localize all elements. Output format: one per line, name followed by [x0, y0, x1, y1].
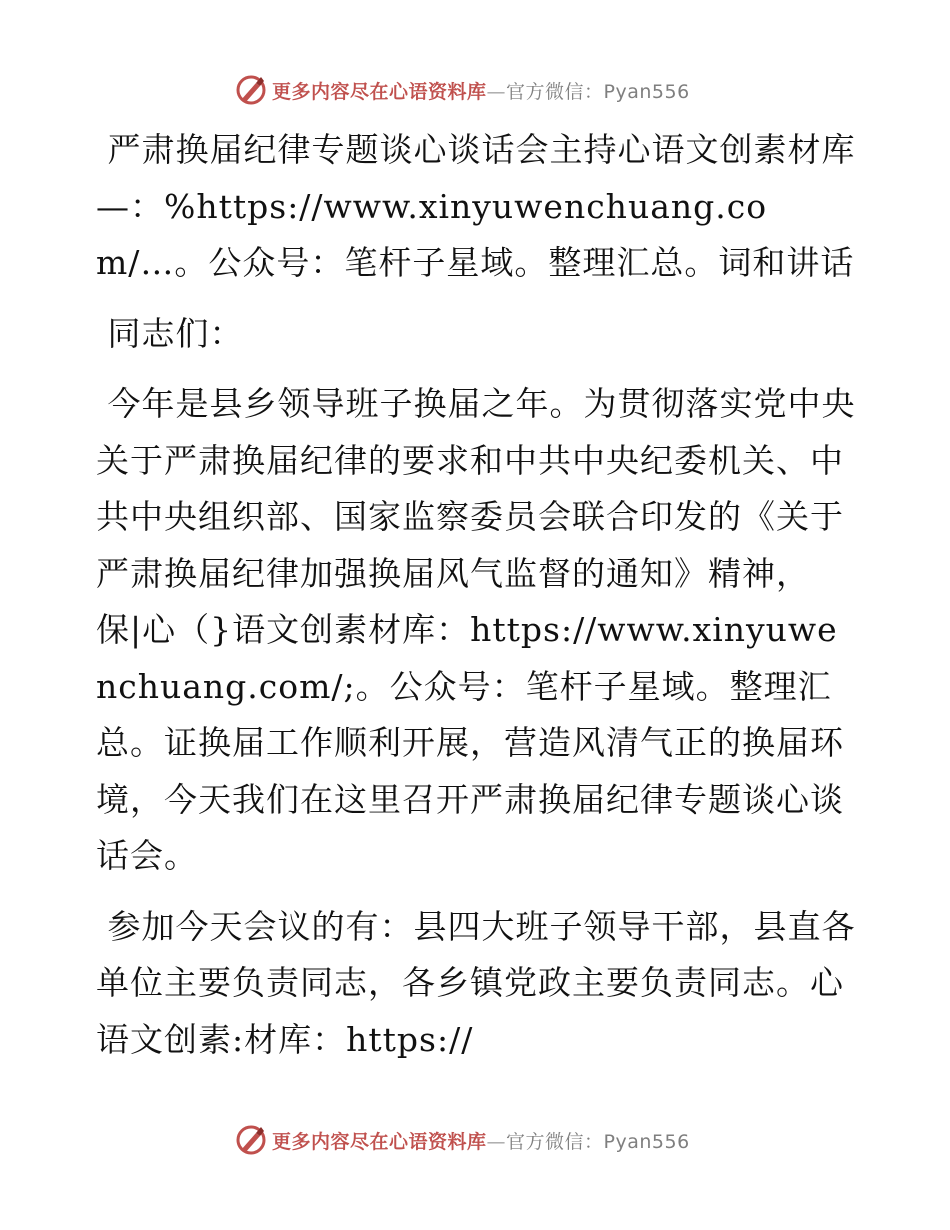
footer-watermark-banner — [234, 1120, 714, 1160]
header-banner-text — [272, 77, 690, 104]
title-paragraph: 严肃换届纪律专题谈心谈话会主持心语文创素材库—：%https://www.xinyuwenchuang.com/…。公众号：笔杆子星域。整理汇总。词和讲话 — [96, 130, 856, 282]
pen-circle-logo-icon — [234, 73, 268, 107]
header-banner-red-text: 更多内容尽在心语资料库 — [272, 80, 487, 103]
footer-banner-contact: 官方微信：Pyan556 — [506, 1130, 690, 1153]
footer-banner-separator: — — [486, 1130, 507, 1153]
footer-banner-red-text: 更多内容尽在心语资料库 — [272, 1130, 487, 1153]
header-banner-separator: — — [486, 80, 507, 103]
pen-circle-logo-icon — [234, 1123, 268, 1157]
footer-banner-text — [272, 1127, 690, 1154]
header-watermark-banner — [234, 70, 714, 110]
body-paragraph-attendees: 参加今天会议的有：县四大班子领导干部，县直各单位主要负责同志，各乡镇党政主要负责同志。心语文创素:材库：https:// — [96, 906, 856, 1059]
header-banner-contact: 官方微信：Pyan556 — [506, 80, 690, 103]
salutation-paragraph: 同志们： — [96, 313, 244, 353]
document-body — [96, 122, 856, 1082]
body-paragraph-intro: 今年是县乡领导班子换届之年。为贯彻落实党中央关于严肃换届纪律的要求和中共中央纪委机关、中共中央组织部、国家监察委员会联合印发的《关于严肃换届纪律加强换届风气监督的通知》精神，保|心（}语文创素材库：https://www.xinyuwenchuang.com/;。公众号：笔杆子星域。整理汇总。证换届工作顺利开展，营造风清气正的换届环境，今天我们在这里召开严肃换届纪律专题谈心谈话会。 — [96, 384, 856, 875]
